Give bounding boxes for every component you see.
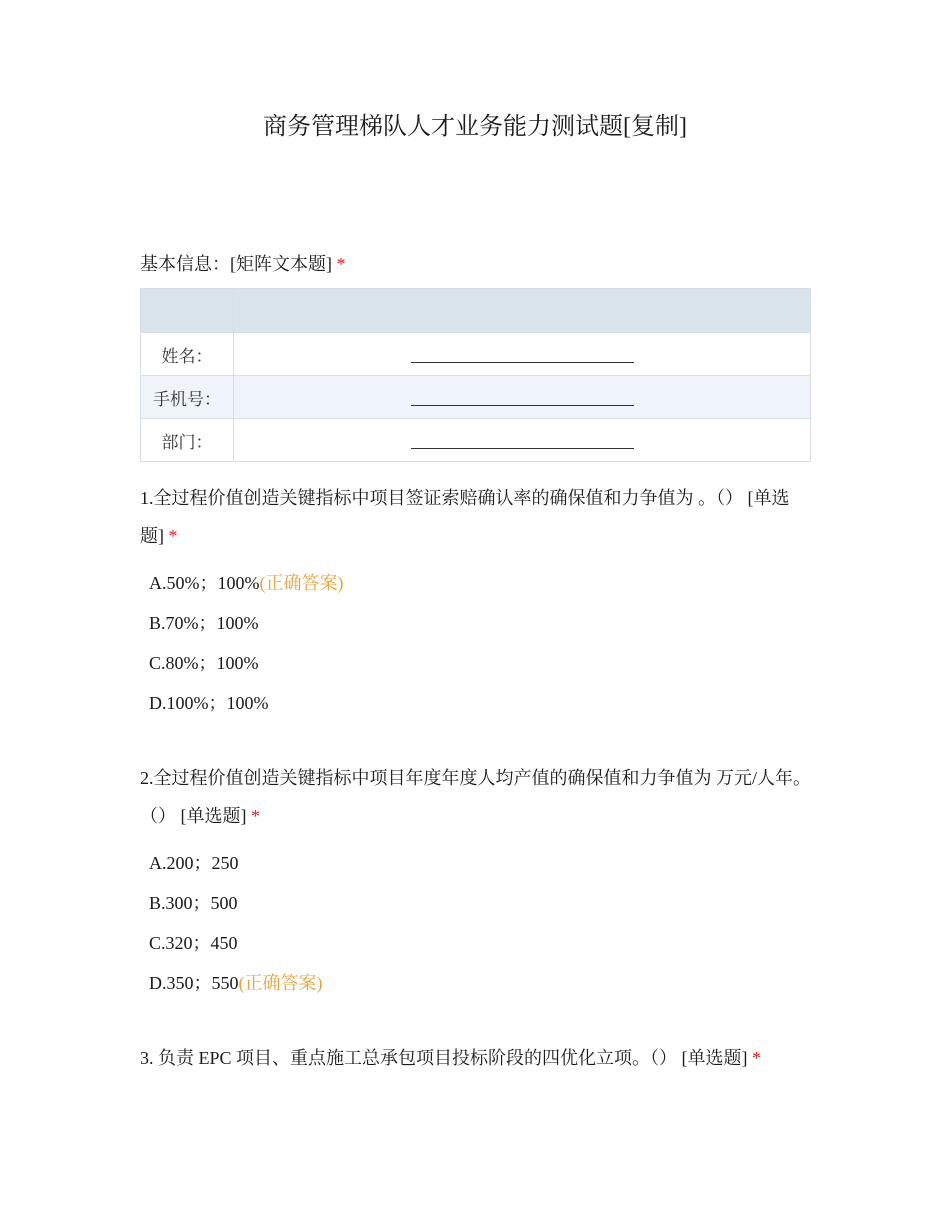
blank-line bbox=[411, 434, 634, 449]
matrix-header-row bbox=[141, 289, 811, 333]
q1-option-a[interactable] bbox=[149, 570, 344, 596]
q2-option-a[interactable] bbox=[149, 850, 239, 876]
correct-answer-label: (正确答案) bbox=[259, 573, 344, 593]
question-2-text: 2.全过程价值创造关键指标中项目年度年度人均产值的确保值和力争值为 万元/人年。（） [单选题] bbox=[140, 768, 811, 826]
q1-option-c[interactable] bbox=[149, 650, 259, 676]
name-input[interactable] bbox=[234, 333, 811, 376]
required-mark: * bbox=[752, 1048, 761, 1068]
option-text: C.80%；100% bbox=[149, 653, 259, 673]
matrix-row-phone bbox=[141, 376, 811, 419]
required-mark: * bbox=[168, 526, 178, 546]
matrix-header-cell bbox=[234, 289, 811, 333]
page-title: 商务管理梯队人才业务能力测试题[复制] bbox=[263, 114, 687, 140]
option-text: B.300；500 bbox=[149, 893, 238, 913]
question-2 bbox=[140, 759, 812, 835]
matrix-row-label: 姓名： bbox=[141, 333, 234, 376]
option-text: D.350；550 bbox=[149, 973, 239, 993]
basic-info-label-text: 基本信息：[矩阵文本题] bbox=[140, 254, 332, 274]
question-1-text: 1.全过程价值创造关键指标中项目签证索赔确认率的确保值和力争值为 。（） [单选题] bbox=[140, 488, 790, 546]
q2-option-d[interactable] bbox=[149, 970, 323, 996]
required-mark: * bbox=[251, 806, 260, 826]
option-text: A.50%；100% bbox=[149, 573, 260, 593]
q1-option-b[interactable] bbox=[149, 610, 259, 636]
matrix-row-department bbox=[141, 419, 811, 462]
matrix-row-name bbox=[141, 333, 811, 376]
question-3 bbox=[140, 1039, 812, 1077]
phone-input[interactable] bbox=[234, 376, 811, 419]
basic-info-label bbox=[140, 251, 346, 277]
matrix-row-label: 手机号： bbox=[141, 376, 234, 419]
required-mark: * bbox=[336, 254, 346, 274]
matrix-header-cell bbox=[141, 289, 234, 333]
question-1 bbox=[140, 479, 812, 555]
question-3-text: 3. 负责 EPC 项目、重点施工总承包项目投标阶段的四优化立项。（） [单选题] bbox=[140, 1048, 748, 1068]
correct-answer-label: (正确答案) bbox=[238, 973, 323, 993]
department-input[interactable] bbox=[234, 419, 811, 462]
blank-line bbox=[411, 348, 634, 363]
q2-option-c[interactable] bbox=[149, 930, 238, 956]
option-text: A.200；250 bbox=[149, 853, 239, 873]
q2-option-b[interactable] bbox=[149, 890, 238, 916]
q1-option-d[interactable] bbox=[149, 690, 269, 716]
option-text: C.320；450 bbox=[149, 933, 238, 953]
blank-line bbox=[411, 391, 634, 406]
basic-info-matrix bbox=[140, 288, 811, 462]
option-text: D.100%；100% bbox=[149, 693, 269, 713]
matrix-row-label: 部门： bbox=[141, 419, 234, 462]
option-text: B.70%；100% bbox=[149, 613, 259, 633]
